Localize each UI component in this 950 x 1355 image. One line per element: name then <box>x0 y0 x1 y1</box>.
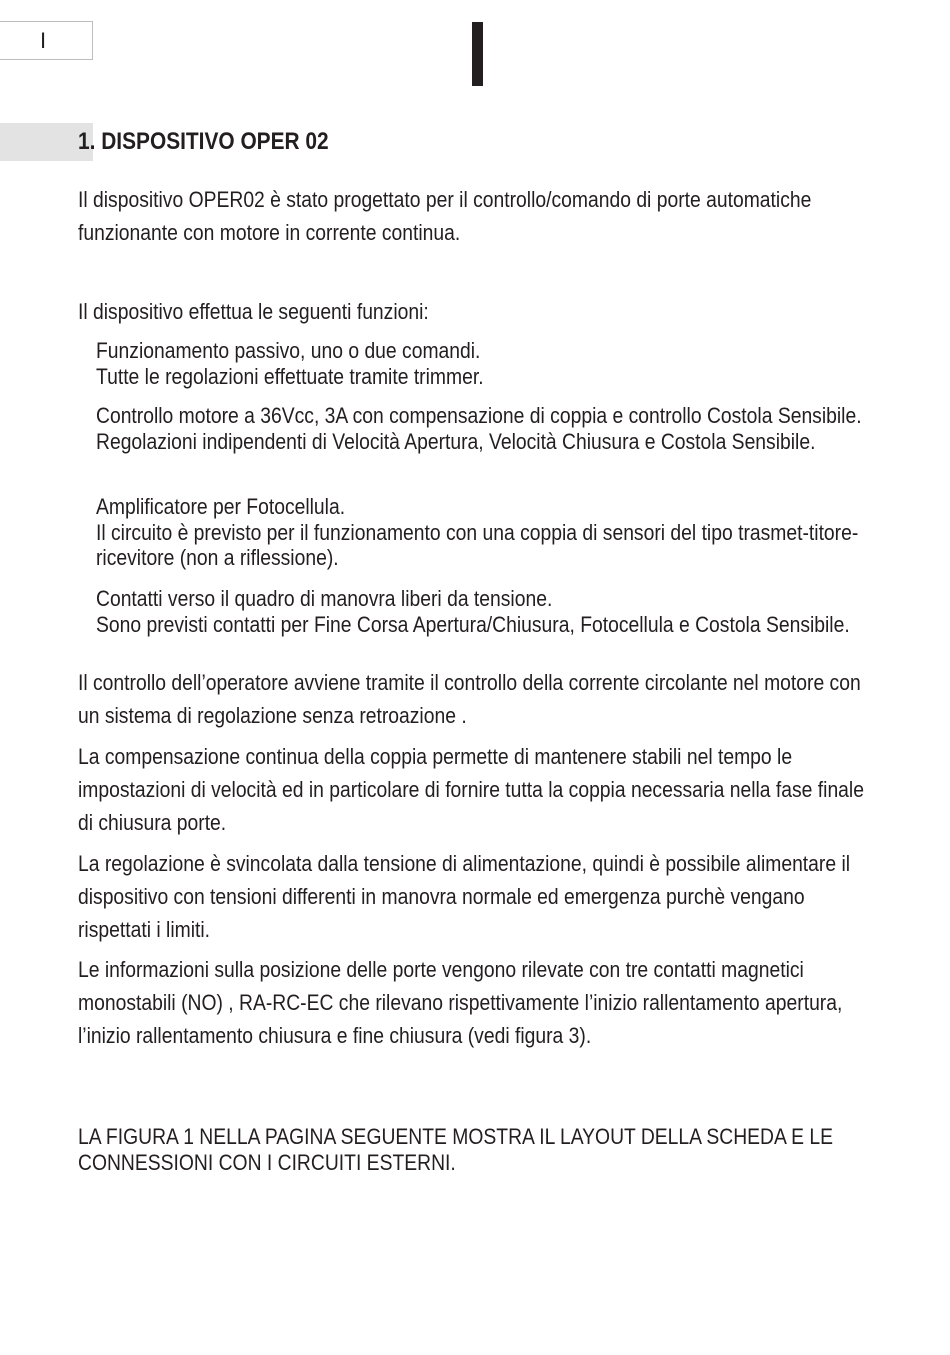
function-line: Sono previsti contatti per Fine Corsa Apertura/Chiusura, Fotocellula e Costola Sensibile. <box>96 611 850 637</box>
body-paragraph: Le informazioni sulla posizione delle porte vengono rilevate con tre contatti magnetici monostabili (NO) , RA-RC-EC che rilevano rispettivamente l’inizio rallentamento apertura, l’inizio rallentamento chiusura e fine chiusura (vedi figura 3). <box>78 957 843 1048</box>
function-line: Tutte le regolazioni effettuate tramite trimmer. <box>96 363 484 389</box>
section-title: 1. DISPOSITIVO OPER 02 <box>78 128 329 155</box>
body-paragraph: La regolazione è svincolata dalla tensione di alimentazione, quindi è possibile alimentare il dispositivo con tensioni differenti in manovra normale ed emergenza purchè vengano rispettati i limiti. <box>78 851 851 942</box>
language-letter-mark <box>472 22 483 86</box>
function-item <box>96 586 869 637</box>
function-line: Il circuito è previsto per il funzionamento con una coppia di sensori del tipo trasmet-titore-ricevitore (non a riflessione). <box>96 519 859 570</box>
body-paragraph: La compensazione continua della coppia permette di mantenere stabili nel tempo le impostazioni di velocità ed in particolare di fornire tutta la coppia necessaria nella fase finale di chiusura porte. <box>78 744 864 835</box>
function-item <box>96 494 869 571</box>
intro-paragraph: Il dispositivo OPER02 è stato progettato per il controllo/comando di porte automatiche funzionante con motore in corrente continua. <box>78 187 812 245</box>
function-line: Regolazioni indipendenti di Velocità Apertura, Velocità Chiusura e Costola Sensibile. <box>96 428 816 454</box>
function-line: Controllo motore a 36Vcc, 3A con compensazione di coppia e controllo Costola Sensibile. <box>96 403 862 428</box>
functions-intro: Il dispositivo effettua le seguenti funzioni: <box>78 299 429 324</box>
body-paragraph: Il controllo dell’operatore avviene tramite il controllo della corrente circolante nel motore con un sistema di regolazione senza retroazione . <box>78 670 861 728</box>
figure-note: LA FIGURA 1 NELLA PAGINA SEGUENTE MOSTRA IL LAYOUT DELLA SCHEDA E LE CONNESSIONI CON I CIRCUITI ESTERNI. <box>78 1124 834 1175</box>
function-line: Amplificatore per Fotocellula. <box>96 494 346 519</box>
function-line: Funzionamento passivo, uno o due comandi. <box>96 338 481 363</box>
function-line: Contatti verso il quadro di manovra liberi da tensione. <box>96 586 553 611</box>
function-item <box>96 338 869 389</box>
language-tab: I <box>0 21 93 60</box>
function-item <box>96 403 869 454</box>
